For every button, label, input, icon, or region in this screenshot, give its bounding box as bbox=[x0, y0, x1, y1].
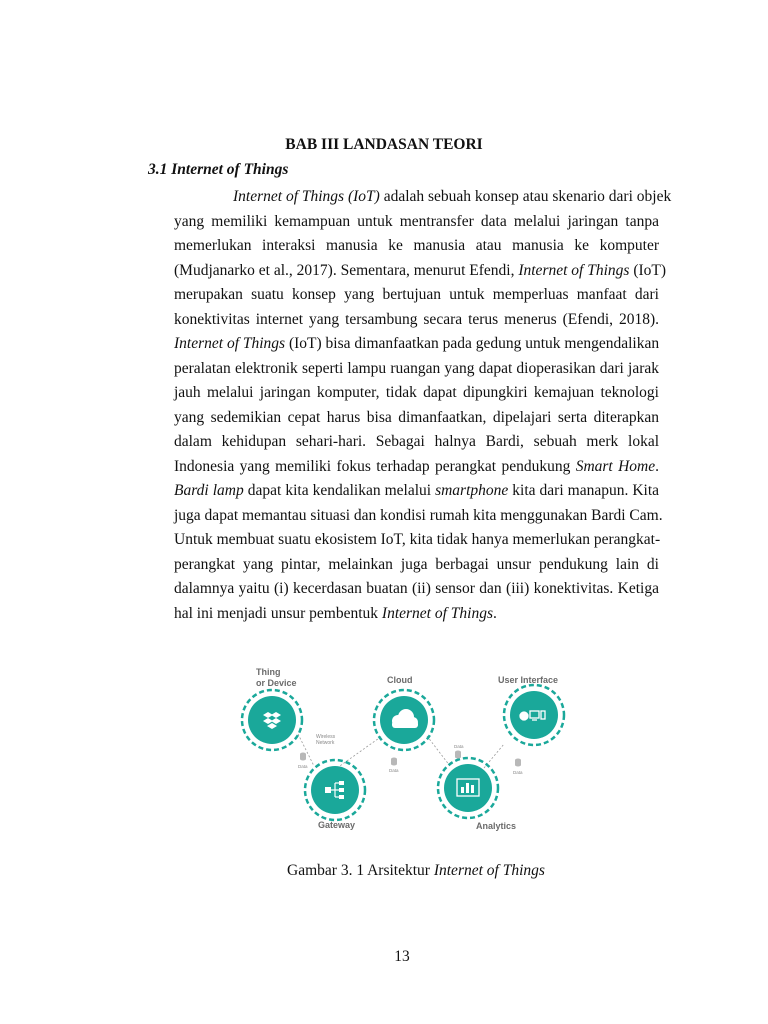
text-segment: peralatan elektronik seperti lampu ruangan yang dapat dioperasikan dari jarak bbox=[174, 359, 659, 377]
paragraph-line bbox=[174, 283, 659, 308]
paragraph-line bbox=[174, 504, 663, 529]
paragraph-line bbox=[174, 602, 659, 627]
data-label-3: Data bbox=[454, 744, 464, 749]
paragraph-line bbox=[174, 185, 672, 210]
data-label-1: Data bbox=[298, 764, 308, 769]
text-segment: hal ini menjadi unsur pembentuk bbox=[174, 604, 382, 622]
paragraph-line bbox=[174, 308, 659, 333]
text-segment: . bbox=[655, 457, 659, 475]
paragraph-line bbox=[174, 406, 659, 431]
paragraph-line bbox=[174, 381, 659, 406]
text-segment: yang sedemikian cepat harus bisa dimanfaatkan, dipelajari serta diterapkan bbox=[174, 408, 659, 426]
thing-circle bbox=[248, 696, 296, 744]
text-segment: juga dapat memantau situasi dan kondisi rumah kita menggunakan Bardi Cam. bbox=[174, 506, 663, 524]
paragraph-line bbox=[174, 553, 659, 578]
text-segment: Untuk membuat suatu ekosistem IoT, kita tidak hanya memerlukan perangkat- bbox=[174, 531, 661, 548]
paragraph-line bbox=[174, 234, 659, 259]
text-segment: merupakan suatu konsep yang bertujuan untuk memperluas manfaat dari bbox=[174, 286, 659, 303]
paragraph-line bbox=[174, 357, 659, 382]
text-segment: dapat kita kendalikan melalui bbox=[243, 482, 436, 499]
wireless-label-line2: Network bbox=[316, 740, 335, 746]
text-segment: perangkat yang pintar, melainkan juga berbagai unsur pendukung lain di bbox=[174, 555, 659, 573]
figure-caption bbox=[0, 862, 768, 880]
text-segment: jauh melalui jaringan komputer, tidak dapat dipungkiri kemajuan teknologi bbox=[174, 384, 659, 401]
paragraph-line bbox=[174, 210, 659, 235]
text-segment: dalamnya yaitu (i) kecerdasan buatan (ii) sensor dan (iii) konektivitas. Ketiga bbox=[174, 580, 659, 597]
paragraph-line bbox=[174, 430, 659, 455]
text-segment: Indonesia yang memiliki fokus terhadap perangkat pendukung bbox=[174, 457, 576, 475]
text-segment: (IoT) bbox=[629, 261, 667, 279]
paragraph-line bbox=[174, 259, 667, 284]
database-icon bbox=[391, 758, 397, 766]
user-interface-circle bbox=[510, 691, 558, 739]
cloud-label: Cloud bbox=[387, 675, 413, 685]
text-segment: konektivitas internet yang tersambung secara terus menerus (Efendi, 2018). bbox=[174, 310, 659, 328]
thing-label-line1: Thing bbox=[256, 667, 281, 677]
paragraph-line bbox=[174, 479, 659, 504]
caption-italic: Internet of Things bbox=[433, 862, 545, 879]
page-number: 13 bbox=[394, 948, 410, 965]
italic-term: Bardi lamp bbox=[174, 482, 244, 499]
section-heading: 3.1 Internet of Things bbox=[148, 161, 289, 178]
text-segment: kita dari manapun. Kita bbox=[508, 482, 660, 499]
text-segment: (Mudjanarko et al., 2017). Sementara, menurut Efendi, bbox=[174, 261, 519, 279]
paragraph-line bbox=[174, 332, 659, 357]
wireless-label-line1: Wireless bbox=[316, 734, 336, 740]
data-label-4: Data bbox=[513, 770, 523, 775]
data-label-2: Data bbox=[389, 768, 399, 773]
caption-prefix: Gambar 3. 1 Arsitektur bbox=[287, 862, 434, 879]
iot-architecture-diagram bbox=[232, 658, 582, 838]
gateway-label: Gateway bbox=[318, 820, 356, 830]
paragraph-line bbox=[174, 455, 659, 480]
chapter-title: BAB III LANDASAN TEORI bbox=[285, 136, 483, 153]
text-segment: dalam kehidupan sehari-hari. Sebagai halnya Bardi, sebuah merk lokal bbox=[174, 433, 659, 450]
analytics-label: Analytics bbox=[476, 821, 517, 831]
database-icon bbox=[455, 751, 461, 759]
italic-term: Smart Home bbox=[575, 457, 656, 475]
iot-architecture-figure bbox=[232, 658, 582, 838]
italic-term: Internet of Things bbox=[174, 335, 286, 352]
italic-term: smartphone bbox=[435, 482, 509, 499]
database-icon bbox=[300, 753, 306, 761]
text-segment: yang memiliki kemampuan untuk mentransfer data melalui jaringan tanpa bbox=[174, 212, 659, 230]
italic-term: Internet of Things bbox=[518, 261, 630, 279]
database-icon bbox=[515, 759, 521, 767]
italic-term: Internet of Things bbox=[381, 604, 494, 622]
paragraph-line bbox=[174, 577, 659, 602]
text-segment: memerlukan interaksi manusia ke manusia atau manusia ke komputer bbox=[174, 237, 659, 254]
thing-label-line2: or Device bbox=[256, 678, 297, 688]
paragraph-line bbox=[174, 528, 659, 553]
text-segment: . bbox=[493, 604, 497, 622]
body-paragraph bbox=[174, 185, 672, 626]
text-segment: adalah sebuah konsep atau skenario dari objek bbox=[379, 188, 672, 205]
italic-term: Internet of Things (IoT) bbox=[233, 188, 380, 205]
user-interface-label: User Interface bbox=[498, 675, 559, 685]
text-segment: (IoT) bisa dimanfaatkan pada gedung untuk mengendalikan bbox=[285, 335, 660, 352]
